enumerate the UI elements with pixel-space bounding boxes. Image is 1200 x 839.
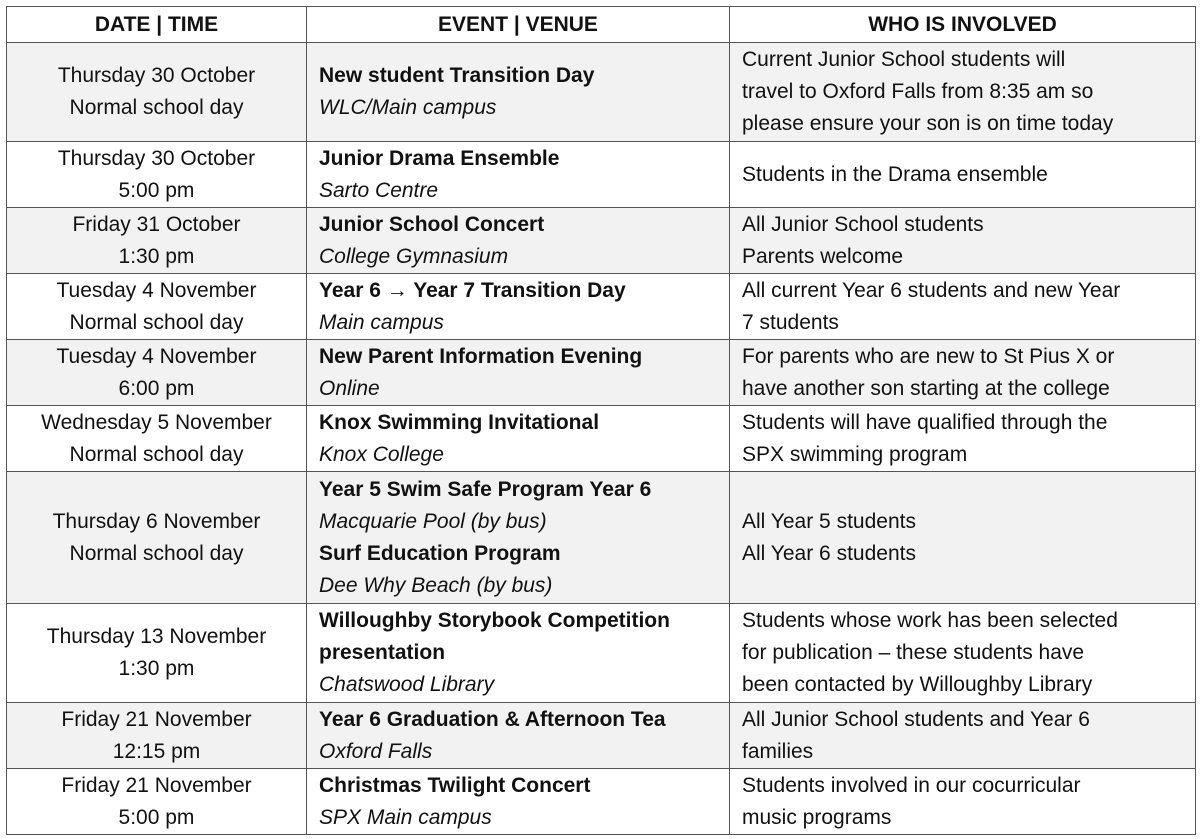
header-row — [7, 7, 1196, 43]
header-event-venue: EVENT | VENUE — [307, 7, 730, 43]
event-title: Junior School Concert — [319, 212, 545, 236]
event-venue: Sarto Centre — [319, 178, 439, 202]
table-row — [7, 472, 1196, 604]
event-cell — [307, 472, 730, 604]
event-cell — [307, 340, 730, 406]
who-cell — [730, 604, 1196, 703]
date-text: Tuesday 4 November — [56, 278, 257, 302]
who-text: SPX swimming program — [742, 442, 968, 466]
event-title: Year 6 Graduation & Afternoon Tea — [319, 707, 666, 731]
event-title: Christmas Twilight Concert — [319, 773, 591, 797]
who-cell — [730, 769, 1196, 835]
date-text: Wednesday 5 November — [41, 410, 272, 434]
event-cell — [307, 43, 730, 142]
who-text: been contacted by Willoughby Library — [742, 673, 1093, 696]
date-text: Thursday 30 October — [57, 64, 256, 87]
event-cell — [307, 703, 730, 769]
event-venue: Main campus — [319, 310, 444, 334]
date-text: Friday 21 November — [61, 707, 252, 731]
who-text: travel to Oxford Falls from 8:35 am so — [742, 80, 1094, 103]
table-row — [7, 142, 1196, 208]
date-cell — [7, 274, 307, 340]
time-text: 6:00 pm — [118, 376, 195, 400]
time-text: 5:00 pm — [118, 178, 195, 202]
who-text: families — [742, 739, 814, 763]
event-cell — [307, 274, 730, 340]
time-text: Normal school day — [69, 442, 244, 466]
who-text: Students will have qualified through the — [742, 410, 1108, 434]
event-title: Junior Drama Ensemble — [319, 146, 560, 170]
who-cell — [730, 142, 1196, 208]
date-cell — [7, 703, 307, 769]
date-text: Tuesday 4 November — [56, 344, 257, 368]
table-row — [7, 340, 1196, 406]
who-text: 7 students — [742, 310, 839, 334]
who-text: Students in the Drama ensemble — [742, 162, 1048, 186]
table-row — [7, 604, 1196, 703]
event-title: Knox Swimming Invitational — [319, 410, 600, 434]
event-title-part2: Year 7 Transition Day — [413, 278, 626, 302]
event-title: Year 5 Swim Safe Program Year 6 — [319, 477, 652, 501]
date-text: Friday 31 October — [72, 212, 241, 236]
time-text: 1:30 pm — [118, 657, 195, 680]
who-cell — [730, 406, 1196, 472]
event-cell — [307, 769, 730, 835]
date-cell — [7, 142, 307, 208]
event-cell — [307, 208, 730, 274]
table-row — [7, 43, 1196, 142]
who-text: please ensure your son is on time today — [742, 112, 1114, 135]
event-venue: Macquarie Pool (by bus) — [319, 509, 547, 533]
event-title — [319, 275, 719, 307]
time-text: 12:15 pm — [112, 739, 201, 763]
event-cell — [307, 142, 730, 208]
table-row — [7, 274, 1196, 340]
event-cell — [307, 604, 730, 703]
who-text: for publication – these students have — [742, 641, 1085, 664]
time-text: Normal school day — [69, 310, 244, 334]
who-cell — [730, 340, 1196, 406]
time-text: Normal school day — [69, 541, 244, 565]
event-title: Willoughby Storybook Competition — [319, 609, 670, 632]
who-cell — [730, 274, 1196, 340]
who-text: All Year 6 students — [742, 541, 916, 565]
who-text: Current Junior School students will — [742, 48, 1066, 71]
event-venue: Online — [319, 376, 380, 400]
date-text: Friday 21 November — [61, 773, 252, 797]
header-who: WHO IS INVOLVED — [730, 7, 1196, 43]
event-venue: Chatswood Library — [319, 673, 495, 696]
who-text: Students involved in our cocurricular — [742, 773, 1081, 797]
event-venue: College Gymnasium — [319, 244, 509, 268]
event-venue: SPX Main campus — [319, 805, 492, 829]
event-title: New student Transition Day — [319, 64, 595, 87]
event-title-line2: presentation — [319, 641, 446, 664]
who-text: Parents welcome — [742, 244, 904, 268]
table-row — [7, 703, 1196, 769]
event-venue: WLC/Main campus — [319, 96, 497, 119]
who-text: music programs — [742, 805, 892, 829]
header-date-time: DATE | TIME — [7, 7, 307, 43]
who-text: Students whose work has been selected — [742, 609, 1118, 632]
date-text: Thursday 13 November — [46, 625, 267, 648]
events-table — [6, 6, 1196, 835]
table-row — [7, 769, 1196, 835]
date-cell — [7, 406, 307, 472]
who-cell — [730, 208, 1196, 274]
table-row — [7, 208, 1196, 274]
event-title: New Parent Information Evening — [319, 344, 643, 368]
who-text: All Junior School students and Year 6 — [742, 707, 1090, 731]
time-text: 1:30 pm — [118, 244, 195, 268]
date-cell — [7, 604, 307, 703]
time-text: 5:00 pm — [118, 805, 195, 829]
who-cell — [730, 472, 1196, 604]
event-title-2: Surf Education Program — [319, 541, 561, 565]
arrow-right-icon: → — [386, 278, 408, 302]
who-text: All current Year 6 students and new Year — [742, 278, 1121, 302]
time-text: Normal school day — [69, 96, 244, 119]
who-text: have another son starting at the college — [742, 376, 1110, 400]
date-cell — [7, 43, 307, 142]
who-text: For parents who are new to St Pius X or — [742, 344, 1115, 368]
who-text: All Junior School students — [742, 212, 984, 236]
event-title-part1: Year 6 — [319, 278, 381, 302]
who-text: All Year 5 students — [742, 509, 916, 533]
who-cell — [730, 43, 1196, 142]
event-venue: Knox College — [319, 442, 444, 466]
date-cell — [7, 472, 307, 604]
date-cell — [7, 340, 307, 406]
event-venue-2: Dee Why Beach (by bus) — [319, 573, 553, 597]
who-cell — [730, 703, 1196, 769]
date-text: Thursday 6 November — [52, 509, 261, 533]
date-cell — [7, 208, 307, 274]
date-cell — [7, 769, 307, 835]
event-cell — [307, 406, 730, 472]
date-text: Thursday 30 October — [57, 146, 256, 170]
event-venue: Oxford Falls — [319, 739, 433, 763]
table-row — [7, 406, 1196, 472]
